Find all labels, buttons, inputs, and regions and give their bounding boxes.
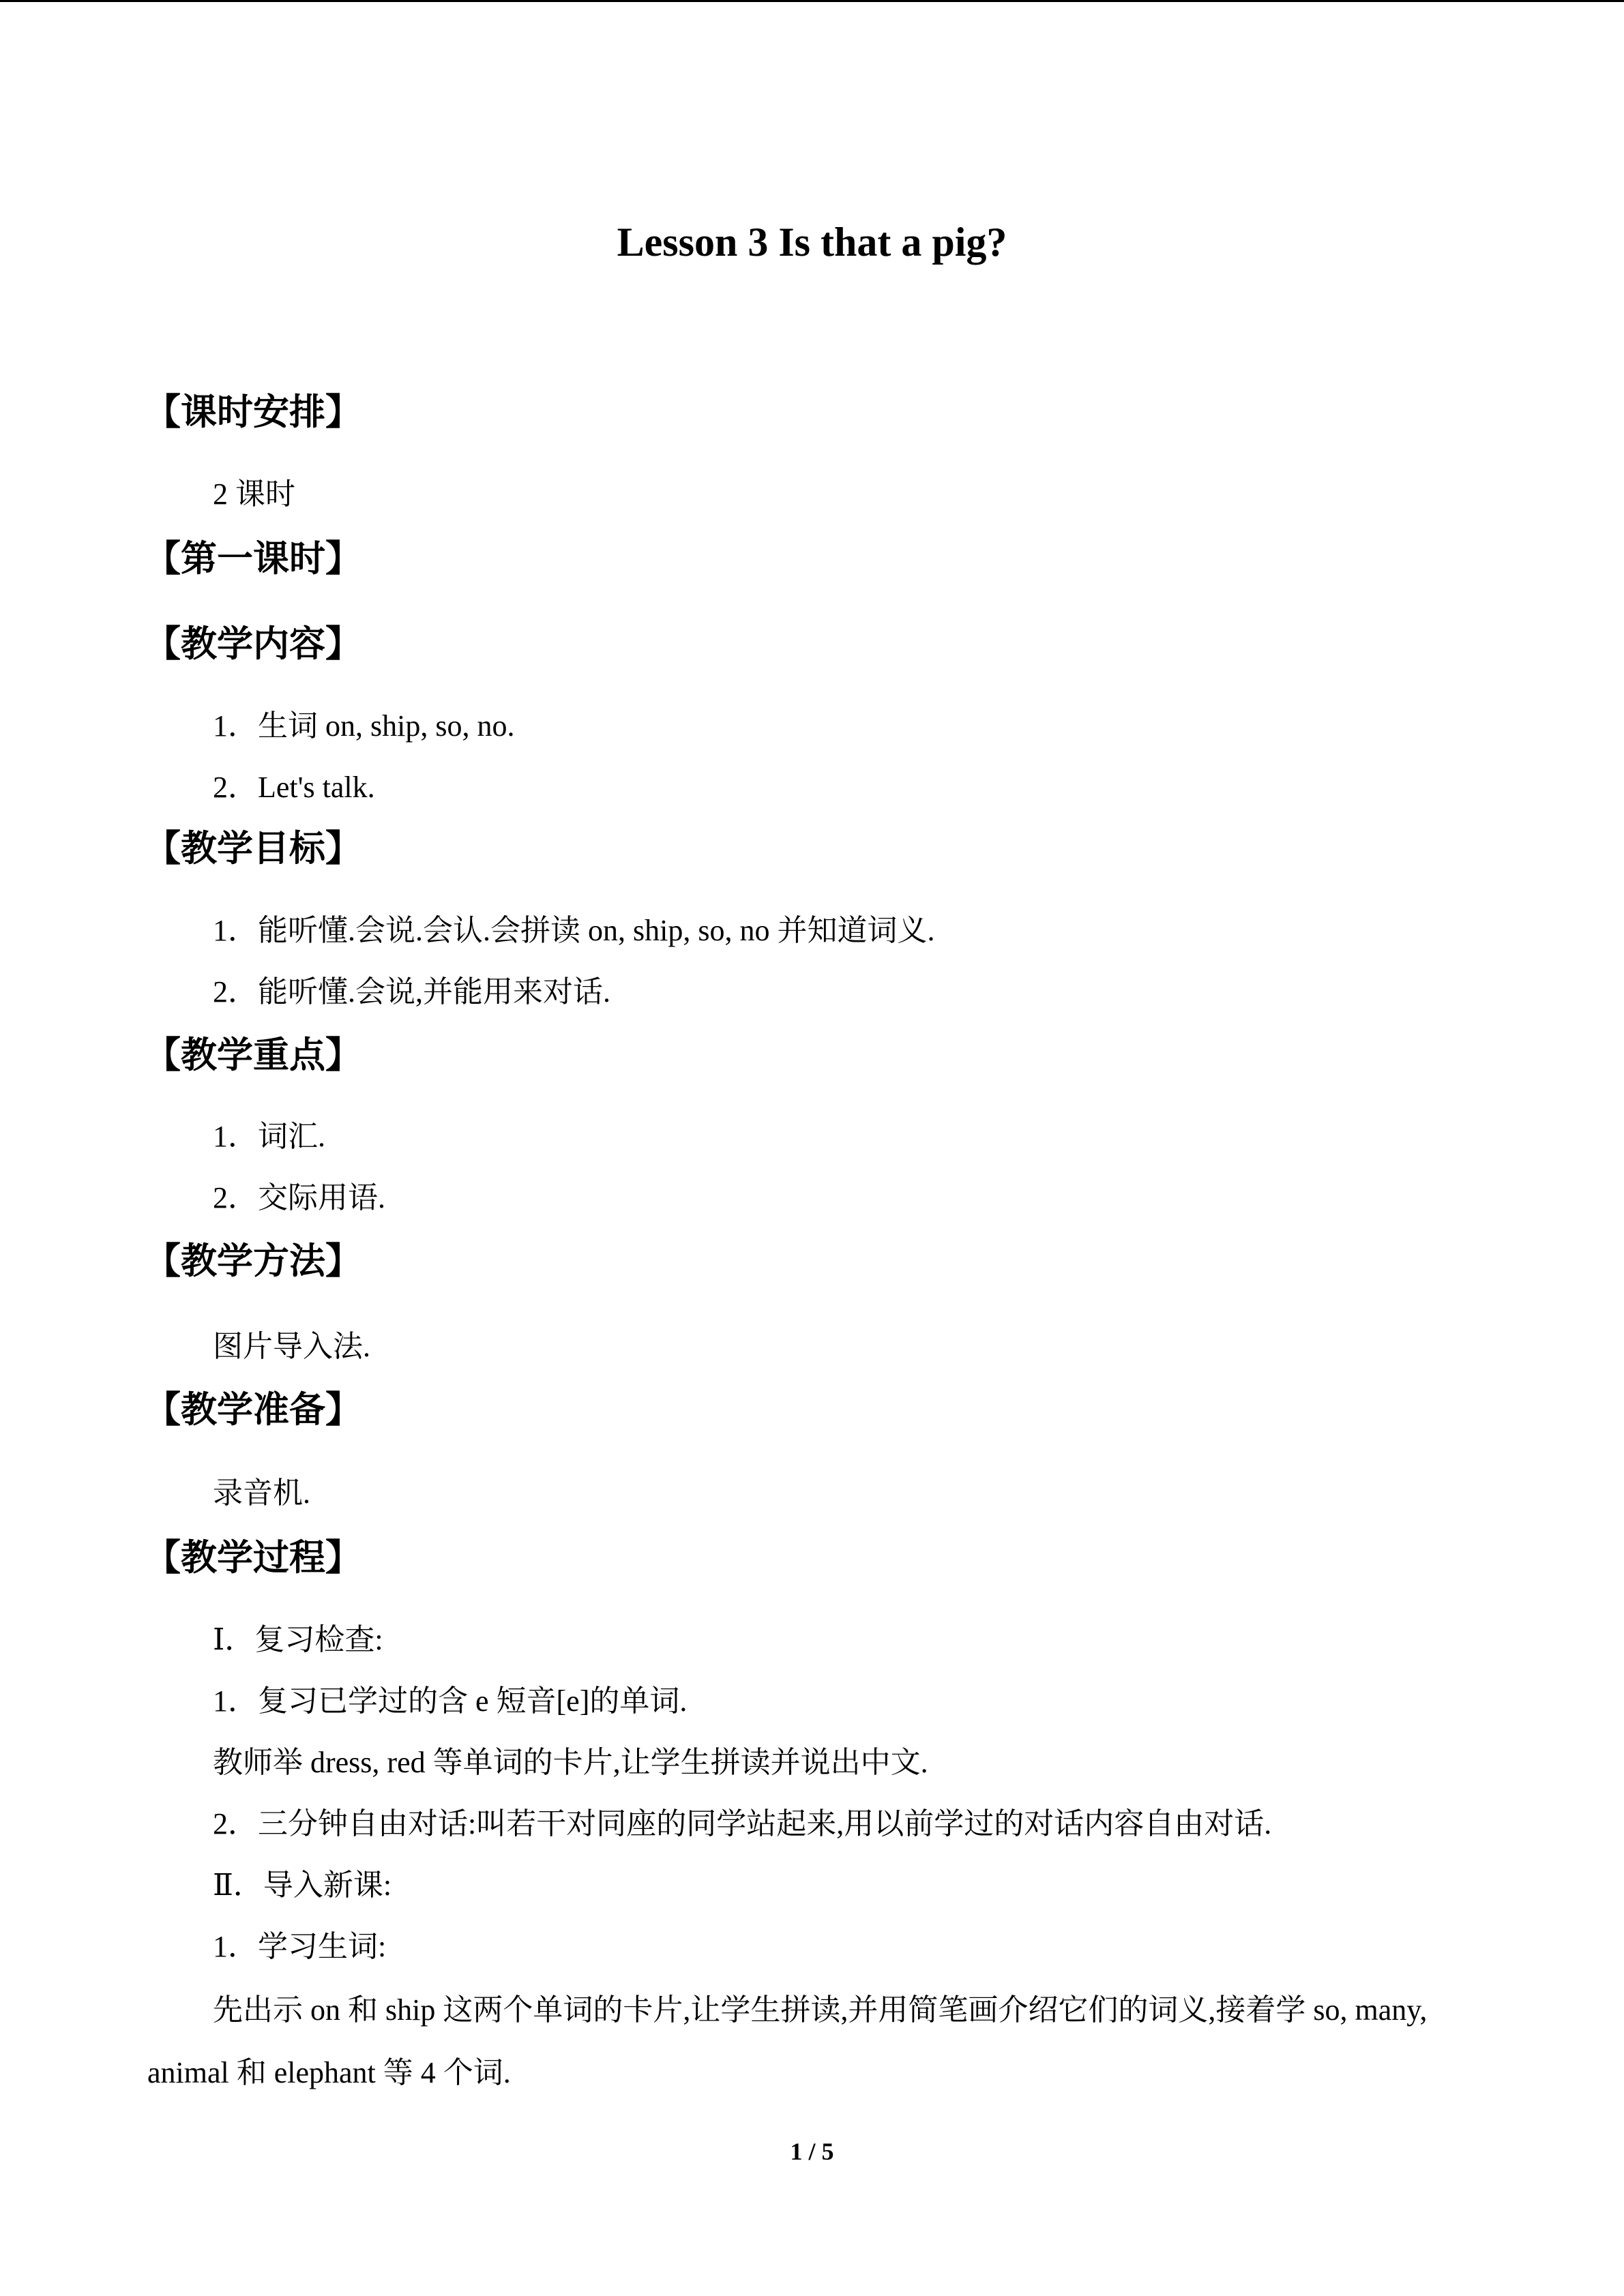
schedule-body: 2 课时 — [213, 477, 295, 511]
heading-preparation: 【教学准备】 — [145, 1389, 361, 1431]
key-point-item: 1．词汇. — [213, 1120, 325, 1153]
method-body: 图片导入法. — [213, 1330, 370, 1363]
process-line: 1．复习已学过的含 e 短音[e]的单词. — [213, 1684, 688, 1718]
process-line: Ⅱ．导入新课: — [213, 1868, 392, 1902]
preparation-body: 录音机. — [213, 1476, 310, 1510]
key-point-item: 2．交际用语. — [213, 1181, 385, 1214]
heading-objectives: 【教学目标】 — [145, 828, 361, 869]
process-line: 教师举 dress, red 等单词的卡片,让学生拼读并说出中文. — [213, 1746, 928, 1779]
heading-first-period: 【第一课时】 — [145, 538, 361, 580]
heading-key-points: 【教学重点】 — [145, 1034, 361, 1076]
heading-content: 【教学内容】 — [145, 623, 361, 665]
heading-process: 【教学过程】 — [145, 1537, 361, 1579]
process-line: 2．三分钟自由对话:叫若干对同座的同学站起来,用以前学过的对话内容自由对话. — [213, 1807, 1272, 1840]
objective-item: 2．能听懂.会说,并能用来对话. — [213, 975, 610, 1009]
page-number: 1 / 5 — [790, 2138, 834, 2165]
top-border-line — [0, 0, 1624, 2]
content-item: 1．生词 on, ship, so, no. — [213, 709, 515, 743]
process-line: 先出示 on 和 ship 这两个单词的卡片,让学生拼读,并用简笔画介绍它们的词义,接着学 so, many, animal 和 elephant 等 4 个词. — [147, 1993, 1428, 2089]
objective-item: 1．能听懂.会说.会认.会拼读 on, ship, so, no 并知道词义. — [213, 914, 935, 947]
content-item: 2．Let's talk. — [213, 771, 375, 804]
process-line: Ⅰ．复习检查: — [213, 1623, 383, 1656]
process-line: 1．学习生词: — [213, 1930, 387, 1963]
page-title: Lesson 3 Is that a pig? — [617, 220, 1007, 265]
heading-schedule: 【课时安排】 — [145, 391, 361, 433]
heading-method: 【教学方法】 — [145, 1240, 361, 1282]
